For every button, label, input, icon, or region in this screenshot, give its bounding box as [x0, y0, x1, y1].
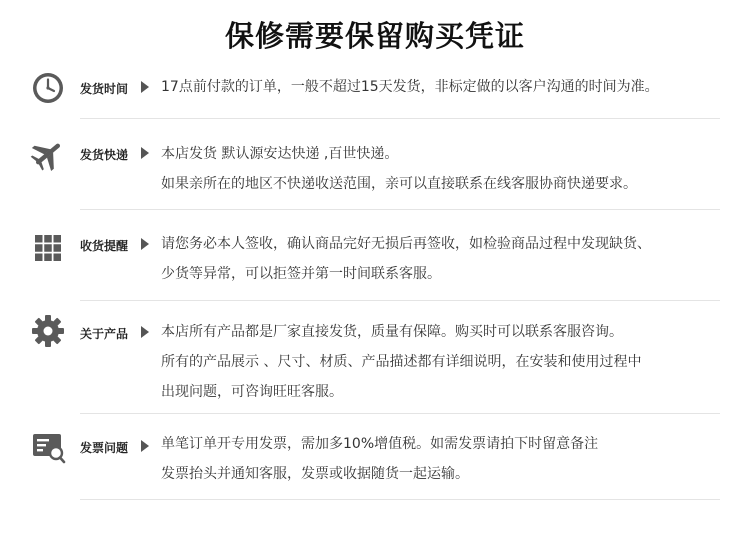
divider [80, 118, 720, 119]
divider [80, 300, 720, 301]
arrow-right-icon [141, 326, 149, 338]
section-label: 发货时间 [80, 82, 129, 96]
invoice-icon [30, 429, 66, 465]
section-text-line: 所有的产品展示 、尺寸、材质、产品描述都有详细说明，在安装和使用过程中 [161, 354, 642, 370]
section-text-line: 请您务必本人签收，确认商品完好无损后再签收，如检验商品过程中发现缺货、 [161, 236, 651, 252]
section-text-line: 本店所有产品都是厂家直接发货，质量有保障。购买时可以联系客服咨询。 [161, 324, 623, 340]
divider [80, 209, 720, 210]
section-text-line: 单笔订单开专用发票，需加多10%增值税。如需发票请拍下时留意备注 [161, 436, 599, 452]
section-label: 关于产品 [80, 327, 129, 341]
airplane-icon [30, 136, 66, 172]
divider [80, 499, 720, 500]
section-label: 收货提醒 [80, 239, 129, 253]
arrow-right-icon [141, 147, 149, 159]
section-text-line: 17点前付款的订单，一般不超过15天发货，非标定做的以客户沟通的时间为准。 [161, 79, 659, 95]
section-text-line: 本店发货 默认源安达快递 ,百世快递。 [161, 146, 399, 162]
gear-icon [30, 313, 66, 349]
section-text-line: 发票抬头并通知客服，发票或收据随货一起运输。 [161, 466, 469, 482]
divider [80, 413, 720, 414]
grid-icon [30, 230, 66, 266]
arrow-right-icon [141, 81, 149, 93]
arrow-right-icon [141, 440, 149, 452]
arrow-right-icon [141, 238, 149, 250]
page-title: 保修需要保留购买凭证 [224, 19, 525, 53]
section-label: 发票问题 [80, 441, 129, 455]
clock-icon [30, 70, 66, 106]
section-label: 发货快递 [80, 148, 129, 162]
section-text-line: 少货等异常，可以拒签并第一时间联系客服。 [161, 266, 441, 282]
section-text-line: 如果亲所在的地区不快递收送范围，亲可以直接联系在线客服协商快递要求。 [161, 176, 637, 192]
section-text-line: 出现问题，可咨询旺旺客服。 [161, 384, 343, 400]
